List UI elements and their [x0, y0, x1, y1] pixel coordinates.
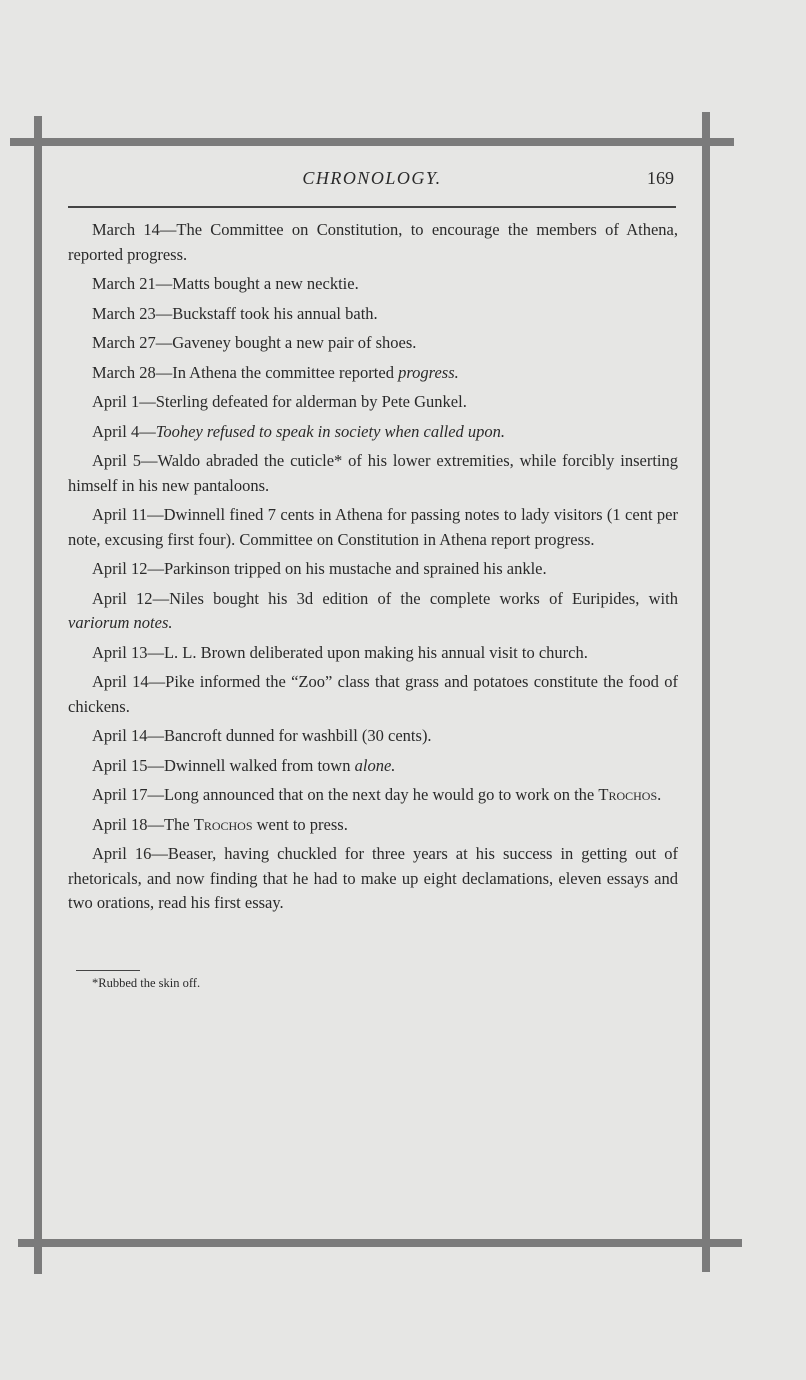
- chronology-entry: April 12—Niles bought his 3d edition of the complete works of Euripides, with variorum notes.: [68, 588, 678, 632]
- entry-date: March 27: [92, 333, 156, 352]
- entry-date: March 21: [92, 274, 156, 293]
- entry-small-caps: Trochos.: [598, 785, 662, 804]
- entry-text: Bancroft dunned for washbill (30 cents).: [163, 726, 432, 745]
- entry-date: March 23: [92, 303, 156, 323]
- running-title: CHRONOLOGY.: [302, 168, 442, 188]
- entry-date: April 16: [92, 844, 152, 863]
- entry-date: April 4: [92, 421, 140, 441]
- chronology-entry: April 5—Waldo abraded the cuticle* of his lower extremities, while forcibly inserting himself in his new pantaloons.: [68, 451, 678, 495]
- entry-date: April 1: [92, 392, 140, 411]
- frame-bottom-border: [18, 1239, 742, 1247]
- chronology-entries: [68, 218, 678, 921]
- entry-date: April 13: [92, 642, 148, 662]
- page-number: 169: [647, 168, 674, 188]
- footnote: *Rubbed the skin off.: [92, 976, 201, 990]
- entry-emphasis: variorum notes.: [68, 613, 173, 632]
- entry-text: Long announced that on the next day he would go to work on the: [163, 785, 599, 804]
- entry-text: Dwinnell walked from town: [163, 755, 355, 775]
- chronology-entry: April 11—Dwinnell fined 7 cents in Athena for passing notes to lady visitors (1 cent per note, excusing first four). Committee on Constitution in Athena report progress.: [68, 505, 678, 549]
- entry-date: April 12: [92, 559, 148, 578]
- entry-date: April 18: [92, 814, 148, 834]
- entry-text: Dwinnell fined 7 cents in Athena for passing notes to lady visitors (1 cent per note, excusing first four). Committee on Constitution in Athena report progress.: [68, 505, 678, 549]
- entry-small-caps: Trochos: [193, 814, 253, 834]
- entry-text: L. L. Brown deliberated upon making his annual visit to church.: [163, 642, 588, 662]
- entry-date: April 12: [92, 588, 153, 608]
- chronology-entry: March 27—Gaveney bought a new pair of shoes.: [92, 333, 417, 352]
- entry-date: March 14: [92, 220, 160, 239]
- chronology-entry: April 13—L. L. Brown deliberated upon making his annual visit to church.: [92, 642, 588, 662]
- entry-emphasis: Toohey refused to speak in society when called upon.: [155, 421, 506, 441]
- frame-right-border: [702, 112, 710, 1272]
- entry-date: April 5: [92, 451, 141, 470]
- entry-text: Buckstaff took his annual bath.: [172, 303, 378, 323]
- entry-text: Matts bought a new necktie.: [172, 274, 359, 293]
- chronology-entry: April 1—Sterling defeated for alderman by Pete Gunkel.: [92, 392, 467, 411]
- entry-text-tail: went to press.: [252, 814, 348, 834]
- chronology-entry: April 16—Beaser, having chuckled for three years at his success in getting out of rhetoricals, and now finding that he had to make up eight declamations, eleven essays and two orations, read his first essay.: [68, 844, 678, 912]
- chronology-entry: April 17—Long announced that on the next day he would go to work on the Trochos.: [92, 785, 662, 804]
- header-rule: [68, 206, 676, 208]
- entry-text: Pike informed the “Zoo” class that grass and potatoes constitute the food of chickens.: [68, 672, 678, 716]
- chronology-entry: March 14—The Committee on Constitution, to encourage the members of Athena, reported progress.: [68, 220, 678, 264]
- chronology-entry: April 18—The Trochos went to press.: [92, 814, 348, 834]
- entry-text: Parkinson tripped on his mustache and sprained his ankle.: [163, 559, 547, 578]
- entry-text: Beaser, having chuckled for three years at his success in getting out of rhetoricals, and now finding that he had to make up eight declamations, eleven essays and two orations, read his first essay.: [68, 844, 678, 912]
- entry-text: Sterling defeated for alderman by Pete Gunkel.: [155, 392, 467, 411]
- chronology-entry: April 4—Toohey refused to speak in society when called upon.: [92, 421, 506, 441]
- entry-text: In Athena the committee reported: [172, 362, 399, 382]
- chronology-entry: April 15—Dwinnell walked from town alone.: [92, 755, 396, 775]
- entry-date: April 15: [92, 755, 148, 775]
- entry-text: Waldo abraded the cuticle* of his lower extremities, while forcibly inserting himself in his new pantaloons.: [68, 451, 678, 495]
- chronology-entry: April 14—Bancroft dunned for washbill (30 cents).: [92, 726, 432, 745]
- entry-date: April 17: [92, 785, 148, 804]
- chronology-entry: April 14—Pike informed the “Zoo” class that grass and potatoes constitute the food of chickens.: [68, 672, 678, 716]
- chronology-entry: March 23—Buckstaff took his annual bath.: [92, 303, 378, 323]
- entry-date: April 14: [92, 672, 149, 691]
- page-header: [68, 168, 676, 196]
- frame-left-border: [34, 116, 42, 1274]
- entry-date: March 28: [92, 362, 156, 382]
- entry-emphasis: alone.: [354, 755, 396, 775]
- entry-text: The: [163, 814, 194, 834]
- chronology-entry: March 28—In Athena the committee reported progress.: [92, 362, 459, 382]
- entry-date: April 14: [92, 726, 148, 745]
- chronology-entry: April 12—Parkinson tripped on his mustache and sprained his ankle.: [92, 559, 547, 578]
- entry-emphasis: progress.: [398, 362, 459, 382]
- entry-text: The Committee on Constitution, to encourage the members of Athena, reported progress.: [68, 220, 678, 264]
- entry-text: Gaveney bought a new pair of shoes.: [172, 333, 417, 352]
- entry-date: April 11: [92, 505, 148, 524]
- frame-top-border: [10, 138, 734, 146]
- entry-text: Niles bought his 3d edition of the complete works of Euripides, with: [169, 588, 678, 608]
- chronology-entry: March 21—Matts bought a new necktie.: [92, 274, 359, 293]
- footnote-rule: [76, 970, 140, 971]
